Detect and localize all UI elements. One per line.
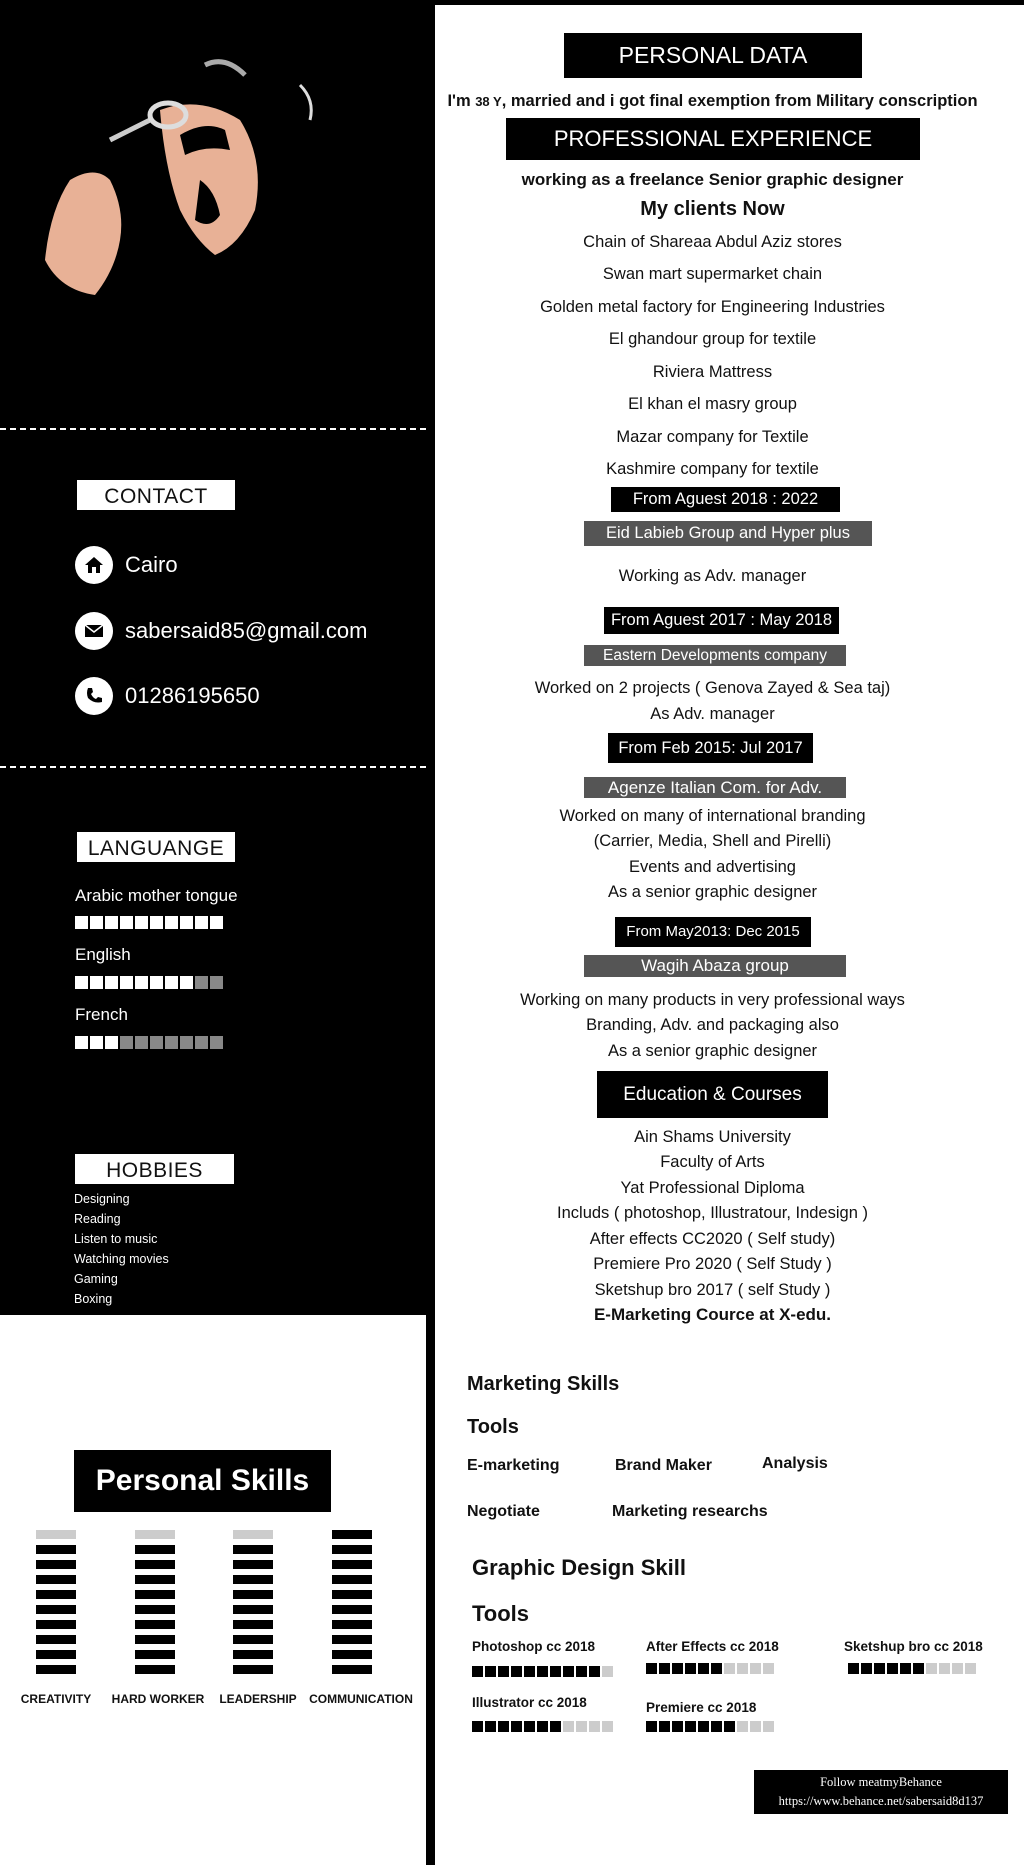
level-segment-filled [180,916,193,929]
level-segment-empty [763,1721,774,1732]
level-segment-empty [602,1666,613,1677]
level-segment-filled [233,1650,273,1659]
marketing-skill-item: Negotiate [467,1503,540,1520]
level-segment-filled [36,1545,76,1554]
education-line: Yat Professional Diploma [620,1179,805,1197]
level-segment-filled [135,1620,175,1629]
skill-label: CREATIVITY [20,1692,92,1706]
level-segment-empty [195,1036,208,1049]
tool-level-bar [472,1666,613,1677]
level-segment-empty [233,1530,273,1539]
job-company: Wagih Abaza group [584,955,846,977]
client-item: Golden metal factory for Engineering Industries [540,298,885,316]
level-segment-filled [550,1666,561,1677]
level-segment-filled [332,1575,372,1584]
level-segment-empty [737,1663,748,1674]
level-segment-filled [105,1036,118,1049]
level-segment-filled [135,916,148,929]
job-line: As a senior graphic designer [607,1042,818,1060]
level-segment-filled [233,1575,273,1584]
level-segment-filled [90,1036,103,1049]
level-segment-filled [135,1590,175,1599]
hobby-item: Reading [74,1212,121,1226]
level-segment-empty [120,1036,133,1049]
skill-label: COMMUNICATION [309,1692,413,1706]
job-dates: From May2013: Dec 2015 [615,917,811,947]
level-segment-filled [165,976,178,989]
level-segment-filled [75,976,88,989]
client-item: El khan el masry group [628,395,797,413]
level-segment-filled [900,1663,911,1674]
personal-data-text [440,92,985,111]
envelope-icon [75,612,113,650]
level-segment-filled [913,1663,924,1674]
level-segment-filled [685,1663,696,1674]
level-segment-empty [589,1721,600,1732]
level-segment-filled [672,1721,683,1732]
column-divider [426,0,435,1865]
level-segment-filled [75,916,88,929]
job-line: Branding, Adv. and packaging also [586,1016,839,1034]
level-segment-filled [332,1530,372,1539]
level-segment-empty [576,1721,587,1732]
level-segment-filled [165,916,178,929]
level-segment-empty [965,1663,976,1674]
skill-level-column [332,1530,372,1680]
marketing-tools-label: Tools [467,1416,519,1438]
marketing-skill-item: E-marketing [467,1457,560,1474]
level-segment-empty [210,976,223,989]
level-segment-filled [105,976,118,989]
level-segment-empty [763,1663,774,1674]
level-segment-filled [233,1590,273,1599]
level-segment-filled [659,1663,670,1674]
level-segment-filled [498,1721,509,1732]
level-segment-filled [472,1666,483,1677]
skill-level-column [233,1530,273,1680]
job-dates: From Aguest 2018 : 2022 [611,487,840,512]
level-segment-empty [135,1036,148,1049]
hobby-item: Gaming [74,1272,118,1286]
level-segment-filled [75,1036,88,1049]
portrait-illustration [0,40,426,310]
level-segment-empty [750,1663,761,1674]
level-segment-filled [36,1605,76,1614]
level-segment-empty [165,1036,178,1049]
client-item: Swan mart supermarket chain [602,265,823,283]
marketing-skill-item: Marketing researchs [612,1503,768,1520]
level-segment-filled [233,1560,273,1569]
level-segment-empty [195,976,208,989]
personal-data-heading: PERSONAL DATA [564,33,862,78]
level-segment-filled [332,1605,372,1614]
level-segment-filled [150,916,163,929]
level-segment-filled [874,1663,885,1674]
tool-name: After Effects cc 2018 [646,1639,779,1654]
graphic-tools-label: Tools [472,1601,530,1626]
level-segment-empty [150,1036,163,1049]
level-segment-filled [498,1666,509,1677]
job-line: Worked on 2 projects ( Genova Zayed & Sea taj) [534,679,891,697]
level-segment-filled [233,1665,273,1674]
language-name: Arabic mother tongue [75,886,238,905]
tool-level-bar [472,1721,613,1732]
job-company: Eid Labieb Group and Hyper plus [584,521,872,546]
level-segment-filled [36,1560,76,1569]
level-segment-filled [36,1620,76,1629]
tool-name: Premiere cc 2018 [646,1700,757,1715]
personal-data-age: 38 Y [475,94,502,109]
personal-data-text-a: I'm [447,92,476,110]
level-segment-filled [135,1545,175,1554]
level-segment-filled [524,1666,535,1677]
level-segment-empty [602,1721,613,1732]
language-label: LANGUANGE [75,830,237,864]
level-segment-filled [180,976,193,989]
language-level-bar [75,976,223,989]
dashed-divider [0,1312,426,1314]
job-company: Agenze Italian Com. for Adv. [584,777,846,798]
level-segment-filled [233,1545,273,1554]
level-segment-filled [698,1663,709,1674]
level-segment-filled [332,1620,372,1629]
level-segment-empty [36,1530,76,1539]
tool-name: Illustrator cc 2018 [472,1695,587,1710]
skill-level-column [135,1530,175,1680]
level-segment-filled [537,1721,548,1732]
level-segment-filled [646,1663,657,1674]
level-segment-filled [332,1545,372,1554]
level-segment-filled [511,1666,522,1677]
behance-line-1: Follow meatmyBehance [820,1775,942,1789]
level-segment-filled [646,1721,657,1732]
language-level-bar [75,1036,223,1049]
dashed-divider [0,766,426,768]
job-line: Working as Adv. manager [618,567,807,585]
education-line: Sketshup bro 2017 ( self Study ) [594,1281,831,1299]
education-line: Includs ( photoshop, Illustratour, Indesign ) [557,1204,868,1222]
level-segment-filled [576,1666,587,1677]
education-line: Premiere Pro 2020 ( Self Study ) [593,1255,832,1273]
level-segment-filled [210,916,223,929]
level-segment-filled [537,1666,548,1677]
hobby-item: Listen to music [74,1232,158,1246]
skill-level-column [36,1530,76,1680]
phone-icon [75,677,113,715]
level-segment-filled [135,1575,175,1584]
level-segment-filled [563,1666,574,1677]
marketing-skill-item: Brand Maker [615,1457,712,1474]
graphic-design-title: Graphic Design Skill [472,1555,686,1580]
education-line: Faculty of Arts [660,1153,765,1171]
level-segment-filled [120,916,133,929]
behance-url[interactable]: https://www.behance.net/sabersaid8d137 [778,1794,984,1808]
skill-label: HARD WORKER [111,1692,205,1706]
job-dates: From Feb 2015: Jul 2017 [608,733,813,763]
level-segment-empty [724,1663,735,1674]
hobby-item: Watching movies [74,1252,169,1266]
level-segment-filled [90,976,103,989]
tool-name: Sketshup bro cc 2018 [844,1639,983,1654]
job-dates: From Aguest 2017 : May 2018 [604,607,839,634]
level-segment-empty [737,1721,748,1732]
job-line: (Carrier, Media, Shell and Pirelli) [593,832,832,850]
level-segment-filled [233,1605,273,1614]
level-segment-filled [36,1590,76,1599]
level-segment-filled [135,976,148,989]
level-segment-filled [90,916,103,929]
level-segment-filled [711,1721,722,1732]
level-segment-filled [472,1721,483,1732]
level-segment-filled [332,1635,372,1644]
level-segment-filled [685,1721,696,1732]
level-segment-empty [952,1663,963,1674]
personal-skills-title: Personal Skills [74,1450,331,1512]
freelance-line: working as a freelance Senior graphic designer [521,170,904,189]
job-line: As Adv. manager [650,705,775,723]
level-segment-filled [195,916,208,929]
level-segment-filled [135,1650,175,1659]
contact-city-row [75,546,178,584]
level-segment-filled [332,1560,372,1569]
contact-email-row [75,612,367,650]
level-segment-empty [939,1663,950,1674]
level-segment-filled [724,1721,735,1732]
clients-title: My clients Now [640,198,785,220]
level-segment-filled [135,1605,175,1614]
level-segment-filled [332,1665,372,1674]
level-segment-filled [233,1620,273,1629]
job-line: Working on many products in very professional ways [520,991,905,1009]
level-segment-empty [210,1036,223,1049]
level-segment-empty [750,1721,761,1732]
client-item: Kashmire company for textile [606,460,819,478]
level-segment-filled [105,916,118,929]
education-line: Ain Shams University [634,1128,791,1146]
level-segment-filled [524,1721,535,1732]
contact-label: CONTACT [75,478,237,512]
level-segment-filled [332,1650,372,1659]
language-level-bar [75,916,223,929]
language-name: English [75,945,131,964]
language-name: French [75,1005,128,1024]
contact-phone[interactable]: 01286195650 [125,683,260,708]
level-segment-empty [563,1721,574,1732]
level-segment-filled [511,1721,522,1732]
client-item: Riviera Mattress [652,363,773,381]
tool-level-bar [646,1721,774,1732]
level-segment-filled [36,1575,76,1584]
level-segment-filled [698,1721,709,1732]
level-segment-filled [589,1666,600,1677]
contact-phone-row [75,677,260,715]
job-line: Events and advertising [629,858,796,876]
level-segment-filled [659,1721,670,1732]
education-heading: Education & Courses [597,1071,828,1118]
level-segment-filled [120,976,133,989]
level-segment-filled [135,1560,175,1569]
job-line: As a senior graphic designer [607,883,818,901]
level-segment-filled [711,1663,722,1674]
marketing-skill-item: Analysis [762,1455,828,1472]
level-segment-filled [672,1663,683,1674]
client-item: Mazar company for Textile [616,428,809,446]
professional-experience-heading: PROFESSIONAL EXPERIENCE [506,118,920,160]
job-line: Worked on many of international branding [559,807,866,825]
level-segment-filled [135,1635,175,1644]
tool-level-bar [646,1663,774,1674]
level-segment-filled [861,1663,872,1674]
contact-email[interactable]: sabersaid85@gmail.com [125,618,368,643]
contact-city: Cairo [125,552,178,577]
level-segment-filled [887,1663,898,1674]
level-segment-empty [135,1530,175,1539]
personal-data-text-b: , married and i got final exemption from Military conscription [501,92,978,110]
tool-name: Photoshop cc 2018 [472,1639,596,1654]
sidebar [0,0,426,1315]
level-segment-filled [233,1635,273,1644]
level-segment-empty [926,1663,937,1674]
marketing-skills-title: Marketing Skills [467,1373,620,1395]
level-segment-filled [36,1650,76,1659]
home-icon [75,546,113,584]
education-emphasis: E-Marketing Cource at X-edu. [593,1305,832,1324]
level-segment-filled [332,1590,372,1599]
level-segment-filled [36,1665,76,1674]
level-segment-empty [180,1036,193,1049]
client-item: El ghandour group for textile [608,330,817,348]
education-line: After effects CC2020 ( Self study) [589,1230,836,1248]
tool-level-bar [848,1663,976,1674]
hobbies-label: HOBBIES [73,1152,236,1186]
hobby-item: Boxing [74,1292,113,1306]
job-company: Eastern Developments company [584,645,846,666]
hobby-item: Designing [74,1192,130,1206]
behance-box[interactable] [754,1770,1008,1814]
level-segment-filled [150,976,163,989]
dashed-divider [0,428,426,430]
skill-label: LEADERSHIP [219,1692,297,1706]
level-segment-filled [550,1721,561,1732]
level-segment-filled [485,1666,496,1677]
level-segment-filled [36,1635,76,1644]
level-segment-filled [485,1721,496,1732]
level-segment-filled [848,1663,859,1674]
client-item: Chain of Shareaa Abdul Aziz stores [583,233,842,251]
top-rule [435,0,1024,5]
level-segment-filled [135,1665,175,1674]
